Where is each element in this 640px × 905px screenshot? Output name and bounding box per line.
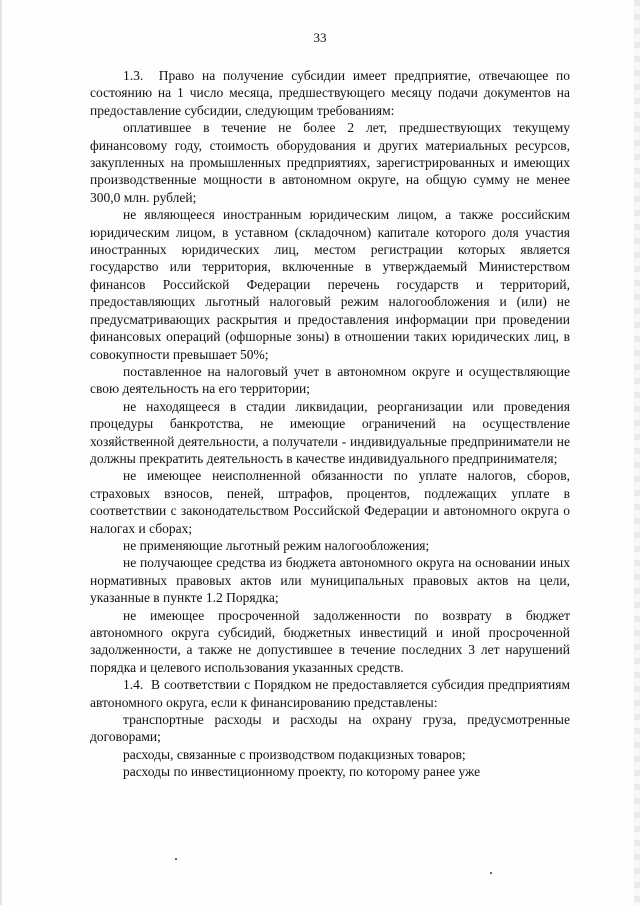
requirement-not-foreign: не являющееся иностранным юридическим лицом, а также российским юридическим лицом, в уставном (складочном) капитале которого доля участия иностранных юридических лиц, местом регистрации которых является государство или территория, включенные в утверждаемый Министерством финансов Российской Федерации перечень государств и территорий, предоставляющих льготный налоговый режим налогообложения и (или) не предусматривающих раскрытия и предоставления информации при проведении финансовых операций (офшорные зоны) в отношении таких юридических лиц, в совокупности превышает 50%; <box>90 207 570 362</box>
requirement-not-liquidated: не находящееся в стадии ликвидации, реорганизации или проведения процедуры банкротства, не имеющие ограничений на осуществление хозяйственной деятельности, а получатели - индивидуальные предприниматели не должны прекратить деятельность в качестве индивидуального предпринимателя; <box>90 398 570 466</box>
exclusion-transport-costs: транспортные расходы и расходы на охрану груза, предусмотренные договорами; <box>90 712 570 745</box>
requirement-no-tax-debt: не имеющее неисполненной обязанности по уплате налогов, сборов, страховых взносов, пеней, штрафов, процентов, подлежащих уплате в соответствии с законодательством Российской Федерации и автономного округа о налогах и сборах; <box>90 468 570 536</box>
requirement-paid-equipment: оплатившее в течение не более 2 лет, предшествующих текущему финансовому году, стоимость оборудования и других материальных ресурсов, закупленных на промышленных предприятиях, зарегистрированных и имеющих производственные мощности в автономном округе, на общую сумму не менее 300,0 млн. рублей; <box>90 120 570 205</box>
scan-right-edge <box>634 0 640 905</box>
scan-left-edge <box>0 0 3 905</box>
document-body <box>90 67 570 781</box>
requirement-no-preferential-tax: не применяющие льготный режим налогообложения; <box>123 537 430 553</box>
requirement-tax-registered: поставленное на налоговый учет в автономном округе и осуществляющие свою деятельность на его территории; <box>90 363 570 397</box>
scan-speck <box>175 858 177 860</box>
paragraph-1-3: 1.3. Право на получение субсидии имеет предприятие, отвечающее по состоянию на 1 число месяца, предшествующего месяцу подачи документов на предоставление субсидии, следующим требованиям: <box>90 68 570 118</box>
exclusion-investment-project: расходы по инвестиционному проекту, по которому ранее уже <box>123 764 481 780</box>
page-number: 33 <box>313 30 327 45</box>
scan-speck <box>490 872 492 874</box>
requirement-no-overdue-debt: не имеющее просроченной задолженности по возврату в бюджет автономного округа субсидий, бюджетных инвестиций и иной просроченной задолженности, а также не допустившее в течение последних 3 лет нарушений порядка и целевого использования указанных средств. <box>90 607 570 675</box>
exclusion-excise-goods: расходы, связанные с производством подакцизных товаров; <box>123 746 466 762</box>
paragraph-1-4: 1.4. В соответствии с Порядком не предоставляется субсидия предприятиям автономного округа, если к финансированию представлены: <box>90 677 570 710</box>
requirement-no-other-budget-funds: не получающее средства из бюджета автономного округа на основании иных нормативных правовых актов или муниципальных правовых актов на цели, указанные в пункте 1.2 Порядка; <box>90 555 570 606</box>
